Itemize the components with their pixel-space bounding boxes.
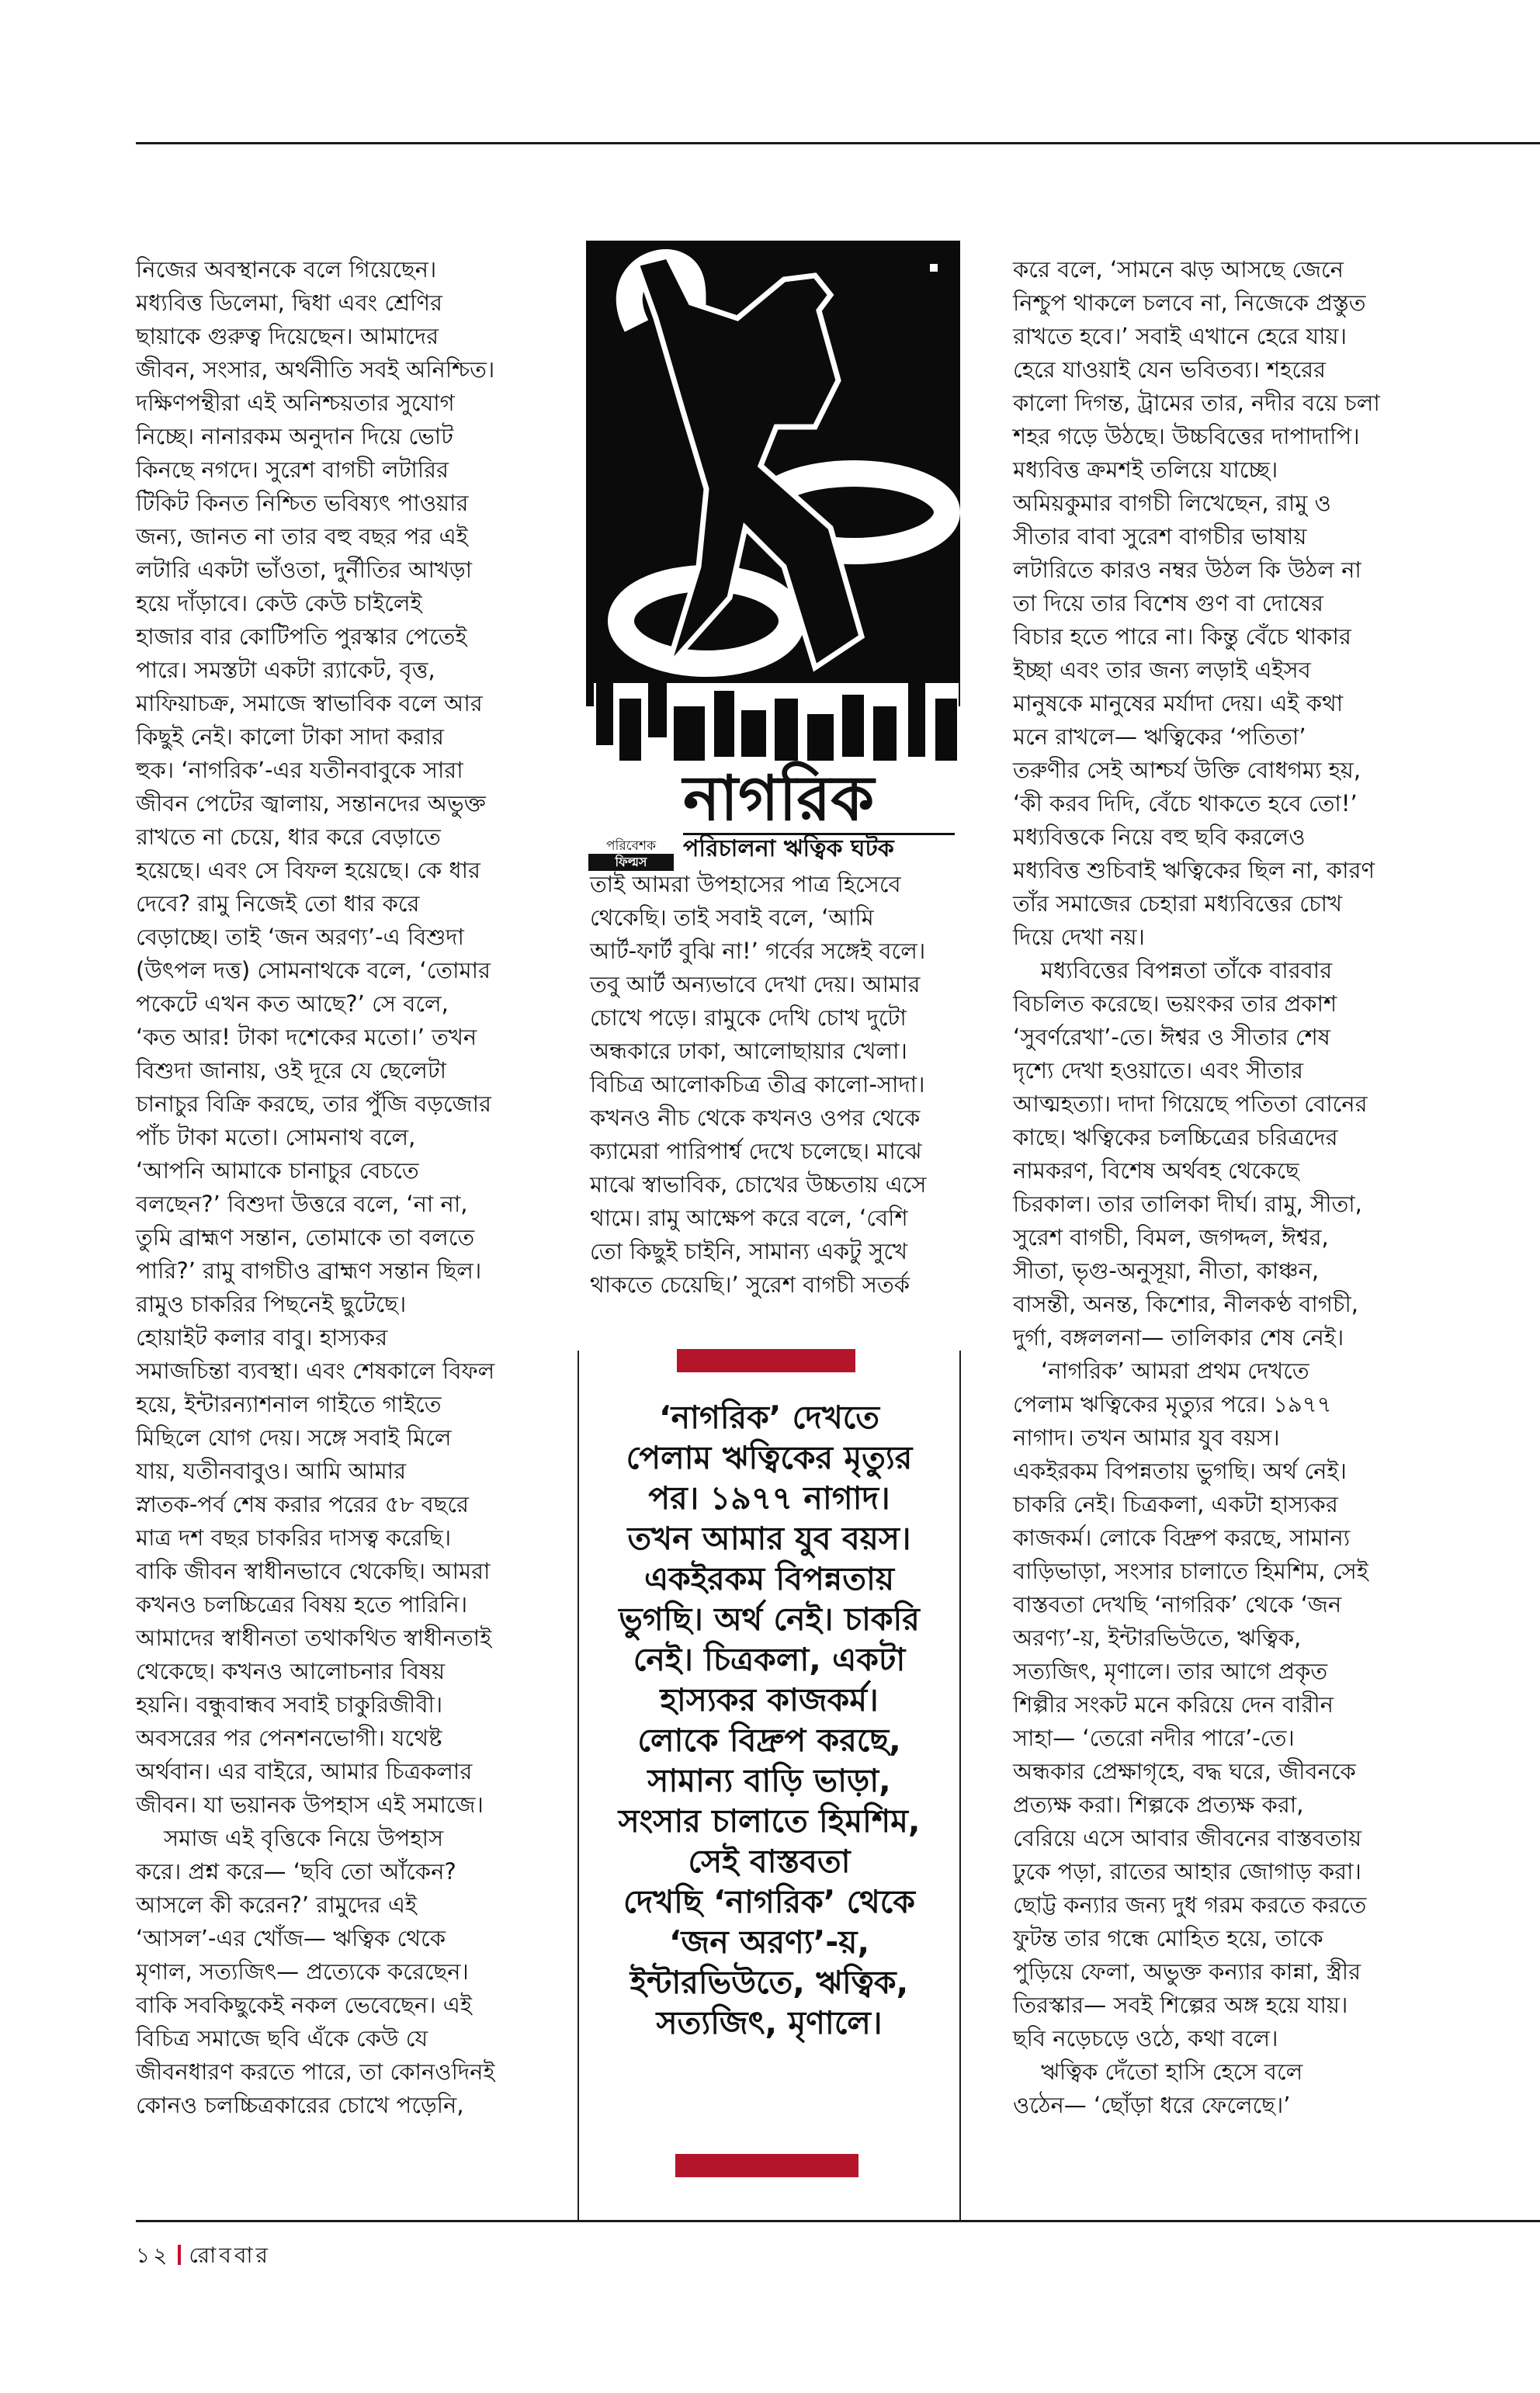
bottom-rule — [136, 2220, 1540, 2222]
text-line: নিচ্ছে। নানারকম অনুদান দিয়ে ভোট — [136, 423, 453, 449]
text-line: বাস্তবতা দেখছি ‘নাগরিক’ থেকে ‘জন — [1013, 1591, 1342, 1618]
text-line: তাঁর সমাজের চেহারা মধ্যবিত্তের চোখ — [1013, 890, 1343, 917]
text-line: পকেটে এখন কত আছে?’ সে বলে, — [136, 990, 449, 1017]
text-line: ছায়াকে গুরুত্ব দিয়েছেন। আমাদের — [136, 323, 439, 349]
text-line: মনে রাখলে— ঋত্বিকের ‘পতিতা’ — [1013, 723, 1306, 750]
text-line: তিরস্কার— সবই শিল্পের অঙ্গ হয়ে যায়। — [1013, 1992, 1348, 2018]
distributor-name: ফিল্মস — [588, 854, 674, 871]
text-line: বিচিত্র আলোকচিত্র তীব্র কালো-সাদা। — [590, 1071, 925, 1098]
text-line: থামে। রামু আক্ষেপ করে বলে, ‘বেশি — [590, 1205, 908, 1231]
pullquote-right-rule — [959, 1351, 961, 2221]
text-line: চোখে পড়ে। রামুকে দেখি চোখ দুটো — [590, 1004, 907, 1031]
text-line: দিয়ে দেখা নয়। — [1013, 924, 1145, 950]
pull-quote-line: পেলাম ঋত্বিকের মৃত্যুর — [626, 1439, 913, 1476]
text-line: জীবনধারণ করতে পারে, তা কোনওদিনই — [136, 2058, 495, 2085]
text-line: সীতার বাবা সুরেশ বাগচীর ভাষায় — [1013, 523, 1307, 550]
text-line: টিকিট কিনত নিশ্চিত ভবিষ্যৎ পাওয়ার — [136, 490, 469, 516]
text-line: মাফিয়াচক্র, সমাজে স্বাভাবিক বলে আর — [136, 690, 483, 716]
text-line: বাকি সবকিছুকেই নকল ভেবেছেন। এই — [136, 1992, 472, 2018]
pull-quote-line: সেই বাস্তবতা — [688, 1843, 851, 1880]
text-line: বাসন্তী, অনন্ত, কিশোর, নীলকণ্ঠ বাগচী, — [1013, 1291, 1359, 1317]
text-line: আর্ট-ফার্ট বুঝি না!’ গর্বের সঙ্গেই বলে। — [590, 938, 926, 964]
pull-quote-line: ‘জন অরণ্য’-য়, — [668, 1923, 870, 1961]
text-line: তাই আমরা উপহাসের পাত্র হিসেবে — [590, 871, 901, 897]
text-line: আত্মহত্যা। দাদা গিয়েছে পতিতা বোনের — [1013, 1091, 1368, 1117]
text-line: কাজকর্ম। লোকে বিদ্রুপ করছে, সামান্য — [1013, 1524, 1351, 1551]
article-column-middle — [590, 868, 951, 1302]
text-line: তা দিয়ে তার বিশেষ গুণ বা দোষের — [1013, 590, 1323, 616]
text-line: তো কিছুই চাইনি, সামান্য একটু সুখে — [590, 1238, 908, 1264]
pullquote-top-bar — [677, 1349, 855, 1372]
text-line: ইচ্ছা এবং তার জন্য লড়াই এইসব — [1013, 657, 1311, 683]
text-line: বিচিত্র সমাজে ছবি এঁকে কেউ যে — [136, 2025, 428, 2051]
pull-quote-line: ইন্টারভিউতে, ঋত্বিক, — [630, 1964, 909, 2001]
text-line: দৃশ্যে দেখা হওয়াতে। এবং সীতার — [1013, 1057, 1303, 1084]
text-line: শহর গড়ে উঠছে। উচ্চবিত্তের দাপাদাপি। — [1013, 423, 1360, 449]
text-line: বিচলিত করেছে। ভয়ংকর তার প্রকাশ — [1013, 990, 1337, 1017]
text-line: সাহা— ‘তেরো নদীর পারে’-তে। — [1013, 1725, 1295, 1751]
text-line: ছবি নড়েচড়ে ওঠে, কথা বলে। — [1013, 2025, 1278, 2051]
text-line: আমাদের স্বাধীনতা তথাকথিত স্বাধীনতাই — [136, 1625, 492, 1651]
text-line: হয়েছে। এবং সে বিফল হয়েছে। কে ধার — [136, 857, 480, 883]
pull-quote-line: সামান্য বাড়ি ভাড়া, — [647, 1762, 891, 1799]
text-line: অর্থবান। এর বাইরে, আমার চিত্রকলার — [136, 1758, 473, 1784]
text-line: অমিয়কুমার বাগচী লিখেছেন, রামু ও — [1013, 490, 1331, 516]
text-line: নাগাদ। তখন আমার যুব বয়স। — [1013, 1424, 1280, 1451]
poster-distributor — [588, 838, 674, 871]
text-line: কিছুই নেই। কালো টাকা সাদা করার — [136, 723, 444, 750]
text-line: ‘আপনি আমাকে চানাচুর বেচতে — [136, 1157, 419, 1184]
text-line: কোনও চলচ্চিত্রকারের চোখে পড়েনি, — [136, 2092, 464, 2118]
poster-director-credit: পরিচালনা ঋত্বিক ঘটক — [683, 833, 955, 863]
pull-quote-line: দেখছি ‘নাগরিক’ থেকে — [623, 1883, 915, 1920]
pull-quote-line: হাস্যকর কাজকর্ম। — [660, 1681, 879, 1718]
pullquote-left-rule — [578, 1351, 579, 2221]
text-line: পারে। সমস্তটা একটা র‌্যাকেট, বৃত্ত, — [136, 657, 435, 683]
page-number: ১২ — [136, 2242, 171, 2268]
text-line: মধ্যবিত্তকে নিয়ে বহু ছবি করলেও — [1013, 824, 1306, 850]
text-line: করে বলে, ‘সামনে ঝড় আসছে জেনে — [1013, 256, 1344, 283]
text-line: হেরে যাওয়াই যেন ভবিতব্য। শহরের — [1013, 356, 1326, 383]
page-footer — [136, 2239, 271, 2275]
text-line: জন্য, জানত না তার বহু বছর পর এই — [136, 523, 468, 550]
article-column-left — [136, 253, 555, 2122]
text-line: হয়ে দাঁড়াবে। কেউ কেউ চাইলেই — [136, 590, 422, 616]
text-line: দেবে? রামু নিজেই তো ধার করে — [136, 890, 420, 917]
text-line: (উৎপল দত্ত) সোমনাথকে বলে, ‘তোমার — [136, 957, 491, 983]
text-line: মধ্যবিত্ত শুচিবাই ঋত্বিকের ছিল না, কারণ — [1013, 857, 1375, 883]
text-line: চানাচুর বিক্রি করছে, তার পুঁজি বড়জোর — [136, 1091, 491, 1117]
text-line: তরুণীর সেই আশ্চর্য উক্তি বোধগম্য হয়, — [1013, 757, 1361, 783]
text-line: থাকতে চেয়েছি।’ সুরেশ বাগচী সতর্ক — [590, 1271, 910, 1298]
article-column-right — [1013, 253, 1479, 2122]
text-line: স্নাতক-পর্ব শেষ করার পরের ৫৮ বছরে — [136, 1491, 469, 1517]
text-line: হুক। ‘নাগরিক’-এর যতীনবাবুকে সারা — [136, 757, 463, 783]
text-line: ঢুকে পড়া, রাতের আহার জোগাড় করা। — [1013, 1858, 1361, 1885]
pull-quote-line: ‘নাগরিক’ দেখতে — [659, 1399, 879, 1436]
text-line: বেরিয়ে এসে আবার জীবনের বাস্তবতায় — [1013, 1825, 1362, 1851]
text-line: লটারি একটা ভাঁওতা, দুর্নীতির আখড়া — [136, 557, 473, 583]
text-line: কখনও চলচ্চিত্রের বিষয় হতে পারিনি। — [136, 1591, 468, 1618]
text-line: রামুও চাকরির পিছনেই ছুটেছে। — [136, 1291, 407, 1317]
text-line: অবসরের পর পেনশনভোগী। যথেষ্ট — [136, 1725, 442, 1751]
text-line: ফুটন্ত তার গন্ধে মোহিত হয়ে, তাকে — [1013, 1925, 1323, 1951]
poster-title: নাগরিক — [683, 762, 875, 834]
text-line: সীতা, ভৃগু-অনুসূয়া, নীতা, কাঞ্চন, — [1013, 1257, 1320, 1284]
text-line: বেড়াচ্ছে। তাই ‘জন অরণ্য’-এ বিশুদা — [136, 924, 464, 950]
text-line: জীবন পেটের জ্বালায়, সন্তানদের অভুক্ত — [136, 790, 486, 817]
text-line: রাখতে না চেয়ে, ধার করে বেড়াতে — [136, 824, 441, 850]
text-line: বাকি জীবন স্বাধীনভাবে থেকেছি। আমরা — [136, 1558, 491, 1584]
text-line: ঋত্বিক দেঁতো হাসি হেসে বলে — [1041, 2058, 1303, 2085]
magazine-name: রোববার — [189, 2242, 271, 2268]
text-line: প্রত্যক্ষ করা। শিল্পকে প্রত্যক্ষ করা, — [1013, 1791, 1304, 1818]
text-line: ‘আসল’-এর খোঁজ— ঋত্বিক থেকে — [136, 1925, 446, 1951]
distributor-label: পরিবেশক — [606, 838, 656, 854]
text-line: মানুষকে মানুষের মর্যাদা দেয়। এই কথা — [1013, 690, 1344, 716]
text-line: হোয়াইট কলার বাবু। হাস্যকর — [136, 1324, 388, 1351]
text-line: রাখতে হবে।’ সবাই এখানে হেরে যায়। — [1013, 323, 1347, 349]
text-line: পাঁচ টাকা মতো। সোমনাথ বলে, — [136, 1124, 416, 1150]
text-line: বাড়িভাড়া, সংসার চালাতে হিমশিম, সেই — [1013, 1558, 1368, 1584]
pull-quote — [590, 1397, 949, 2043]
text-line: ওঠেন— ‘ছোঁড়া ধরে ফেলেছে।’ — [1013, 2092, 1291, 2118]
text-line: নিজের অবস্থানকে বলে গিয়েছেন। — [136, 256, 437, 283]
text-line: ‘সুবর্ণরেখা’-তে। ঈশ্বর ও সীতার শেষ — [1013, 1024, 1330, 1050]
text-line: মধ্যবিত্ত ডিলেমা, দ্বিধা এবং শ্রেণির — [136, 290, 442, 316]
text-line: ক্যামেরা পারিপার্শ্ব দেখে চলেছে। মাঝে — [590, 1138, 922, 1164]
text-line: কাছে। ঋত্বিকের চলচ্চিত্রের চরিত্রদের — [1013, 1124, 1338, 1150]
text-line: শিল্পীর সংকট মনে করিয়ে দেন বারীন — [1013, 1691, 1334, 1718]
pullquote-bottom-bar — [675, 2154, 858, 2177]
text-line: থেকেছি। তাই সবাই বলে, ‘আমি — [590, 904, 874, 931]
text-line: অন্ধকার প্রেক্ষাগৃহে, বদ্ধ ঘরে, জীবনকে — [1013, 1758, 1356, 1784]
pull-quote-line: লোকে বিদ্রুপ করছে, — [637, 1722, 901, 1759]
pull-quote-line: পর। ১৯৭৭ নাগাদ। — [648, 1479, 890, 1517]
text-line: মিছিলে যোগ দেয়। সঙ্গে সবাই মিলে — [136, 1424, 452, 1451]
text-line: পারি?’ রামু বাগচীও ব্রাহ্মণ সন্তান ছিল। — [136, 1257, 482, 1284]
text-line: বলছেন?’ বিশুদা উত্তরে বলে, ‘না না, — [136, 1191, 468, 1217]
text-line: কালো দিগন্ত, ট্রামের তার, নদীর বয়ে চলা — [1013, 390, 1380, 416]
text-line: তুমি ব্রাহ্মণ সন্তান, তোমাকে তা বলতে — [136, 1224, 475, 1250]
poster-text-block — [683, 762, 955, 863]
pull-quote-line: ভুগছি। অর্থ নেই। চাকরি — [619, 1601, 920, 1638]
text-line: হয়ে, ইন্টারন্যাশনাল গাইতে গাইতে — [136, 1391, 442, 1417]
text-line: দক্ষিণপন্থীরা এই অনিশ্চয়তার সুযোগ — [136, 390, 455, 416]
text-line: জীবন, সংসার, অর্থনীতি সবই অনিশ্চিত। — [136, 356, 495, 383]
text-line: অরণ্য’-য়, ইন্টারভিউতে, ঋত্বিক, — [1013, 1625, 1302, 1651]
text-line: চিরকাল। তার তালিকা দীর্ঘ। রামু, সীতা, — [1013, 1191, 1362, 1217]
text-line: ‘কী করব দিদি, বেঁচে থাকতে হবে তো!’ — [1013, 790, 1358, 817]
text-line: নামকরণ, বিশেষ অর্থবহ থেকেছে — [1013, 1157, 1299, 1184]
pull-quote-line: সত্যজিৎ, মৃণালে। — [656, 2004, 883, 2041]
poster-artwork — [582, 233, 962, 768]
pull-quote-line: তখন আমার যুব বয়স। — [627, 1520, 911, 1557]
pull-quote-line: নেই। চিত্রকলা, একটা — [633, 1641, 906, 1678]
text-line: কখনও নীচ থেকে কখনও ওপর থেকে — [590, 1105, 921, 1131]
text-line: তবু আর্ট অন্যভাবে দেখা দেয়। আমার — [590, 971, 921, 997]
text-line: ছোট্ট কন্যার জন্য দুধ গরম করতে করতে — [1013, 1892, 1367, 1918]
footer-separator — [178, 2245, 181, 2265]
text-line: সমাজ এই বৃত্তিকে নিয়ে উপহাস — [164, 1825, 444, 1851]
text-line: বিচার হতে পারে না। কিন্তু বেঁচে থাকার — [1013, 623, 1351, 650]
text-line: অন্ধকারে ঢাকা, আলোছায়ার খেলা। — [590, 1038, 907, 1064]
text-line: মৃণাল, সত্যজিৎ— প্রত্যেকে করেছেন। — [136, 1958, 469, 1985]
text-line: কিনছে নগদে। সুরেশ বাগচী লটারির — [136, 456, 449, 483]
text-line: দুর্গা, বঙ্গললনা— তালিকার শেষ নেই। — [1013, 1324, 1344, 1351]
text-line: যায়, যতীনবাবুও। আমি আমার — [136, 1458, 407, 1484]
text-line: একইরকম বিপন্নতায় ভুগছি। অর্থ নেই। — [1013, 1458, 1347, 1484]
text-line: মধ্যবিত্তের বিপন্নতা তাঁকে বারবার — [1041, 957, 1333, 983]
text-line: লটারিতে কারও নম্বর উঠল কি উঠল না — [1013, 557, 1361, 583]
text-line: চাকরি নেই। চিত্রকলা, একটা হাস্যকর — [1013, 1491, 1338, 1517]
text-line: পেলাম ঋত্বিকের মৃত্যুর পরে। ১৯৭৭ — [1013, 1391, 1332, 1417]
pull-quote-line: সংসার চালাতে হিমশিম, — [618, 1802, 921, 1840]
pull-quote-line: একইরকম বিপন্নতায় — [643, 1560, 895, 1597]
text-line: ‘নাগরিক’ আমরা প্রথম দেখতে — [1041, 1358, 1309, 1384]
text-line: মাঝে স্বাভাবিক, চোখের উচ্চতায় এসে — [590, 1171, 927, 1198]
text-line: থেকেছে। কখনও আলোচনার বিষয় — [136, 1658, 446, 1684]
text-line: বিশুদা জানায়, ওই দূরে যে ছেলেটা — [136, 1057, 447, 1084]
text-line: সমাজচিন্তা ব্যবস্থা। এবং শেষকালে বিফল — [136, 1358, 495, 1384]
text-line: মাত্র দশ বছর চাকরির দাসত্ব করেছি। — [136, 1524, 452, 1551]
text-line: হয়নি। বন্ধুবান্ধব সবাই চাকুরিজীবী। — [136, 1691, 443, 1718]
text-line: জীবন। যা ভয়ানক উপহাস এই সমাজে। — [136, 1791, 484, 1818]
text-line: মধ্যবিত্ত ক্রমশই তলিয়ে যাচ্ছে। — [1013, 456, 1278, 483]
text-line: সুরেশ বাগচী, বিমল, জগদ্দল, ঈশ্বর, — [1013, 1224, 1329, 1250]
text-line: হাজার বার কোটিপতি পুরস্কার পেতেই — [136, 623, 467, 650]
text-line: ‘কত আর! টাকা দশেকের মতো।’ তখন — [136, 1024, 477, 1050]
text-line: পুড়িয়ে ফেলা, অভুক্ত কন্যার কান্না, স্ত্রীর — [1013, 1958, 1361, 1985]
text-line: আসলে কী করেন?’ রামুদের এই — [136, 1892, 417, 1918]
text-line: করে। প্রশ্ন করে— ‘ছবি তো আঁকেন? — [136, 1858, 456, 1885]
text-line: সত্যজিৎ, মৃণালে। তার আগে প্রকৃত — [1013, 1658, 1328, 1684]
film-poster-nagarik — [582, 233, 962, 776]
text-line: নিশ্চুপ থাকলে চলবে না, নিজেকে প্রস্তুত — [1013, 290, 1366, 316]
top-rule — [136, 142, 1540, 144]
